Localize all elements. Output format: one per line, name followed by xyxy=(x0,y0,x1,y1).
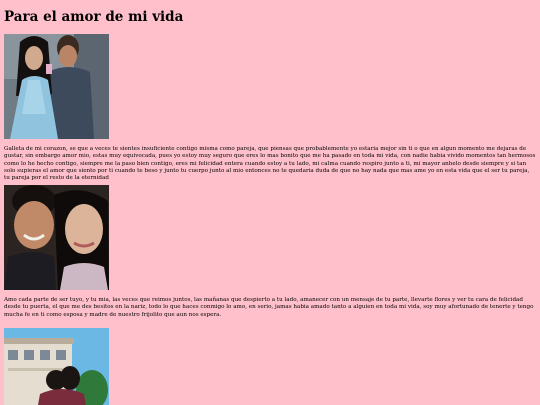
couple-photo-1 xyxy=(4,34,109,139)
page-title: Para el amor de mi vida xyxy=(4,9,184,25)
couple-photo-3 xyxy=(4,328,109,405)
couple-photo-2 xyxy=(4,185,109,290)
love-letter-paragraph-2: Amo cada parte de ser tuyo, y tu mia, las veces que reimos juntos, las mañanas que despierto a tu lado, amanecer con un mensaje de tu parte, llevarte flores y ver tu cara de felicidad desde tu puerta, el que me des besitos en la nariz, todo lo que haces conmigo lo amo, en serio, jamas habia amado tanto a alguien en toda mi vida, soy muy afortunado de tenerte y tengo mucha fe en ti como esposa y madre de nuestro frijolito que aun nos espera. xyxy=(4,297,534,318)
love-letter-paragraph-1: Galleta de mi corazon, se que a veces te sientes insuficiente contigo misma como pareja, que piensas que probablemente yo estaria mejor sin ti o que en algun momento me dejaras de gustar, sin embargo amor mio, estas muy equivocada, pues yo estoy muy seguro que eres lo mas bonito que me ha pasado en toda mi vida, con nadie habia vivido momentos tan hermosos como lo he hecho contigo, siempre me la paso bien contigo, eres mi felicidad entera cuando estoy a tu lado, mi calma cuando respiro junto a ti, mi mayor anhelo desde siempre y si tan solo supieras el amor que siento por ti cuando te beso y junto tu cuerpo junto al mio entonces no te quedaria duda de que no hay nada que mas ame yo en esta vida que el ser tu pareja, tu pareja por el resto de la eternidad xyxy=(4,146,536,182)
